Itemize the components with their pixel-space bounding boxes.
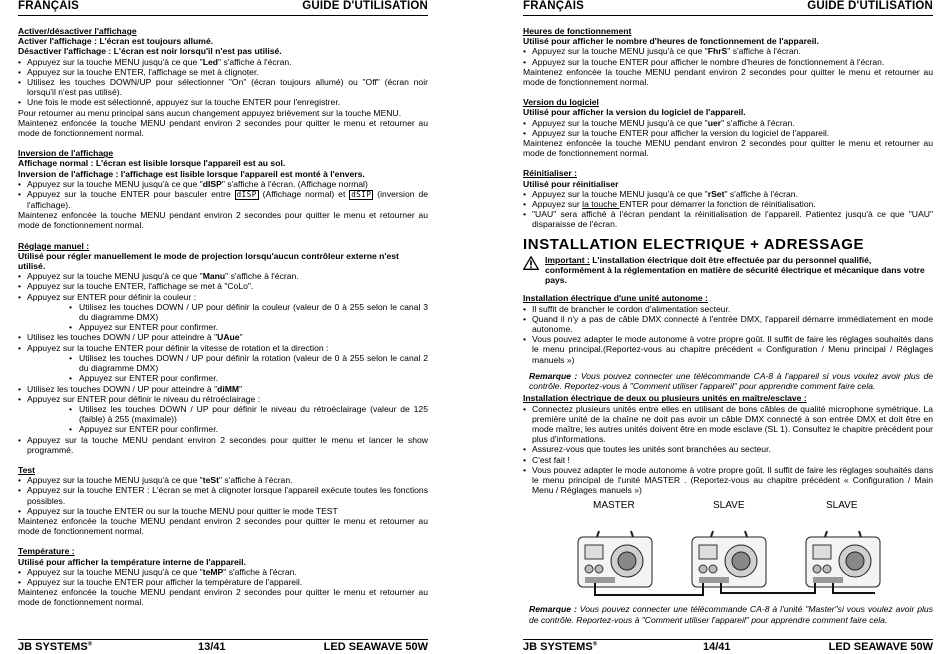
list-item: • Appuyez sur la touche ENTER, l'affichage se met à clignoter. bbox=[18, 67, 428, 77]
diagram-label-slave-1: SLAVE bbox=[713, 500, 745, 512]
list-item: • Utilisez les touches DOWN / UP pour atteindre à "diMM" bbox=[18, 384, 428, 394]
left-page-header bbox=[18, 0, 428, 14]
list-item: • Appuyez sur la touche ENTER pour basculer entre dISP (Affichage normal) et dSIP (inversion de l'affichage). bbox=[18, 189, 428, 210]
diagram-label-master: MASTER bbox=[593, 500, 635, 512]
section-title: Version du logiciel bbox=[523, 97, 599, 108]
section-standalone-install bbox=[523, 293, 933, 391]
list-item: • Utilisez les touches DOWN/UP pour sélectionner "On" (écran toujours allumé) ou "Off" (écran noir lorsqu'il n'est pas utilisé). bbox=[18, 77, 428, 97]
section-title: Installation électrique de deux ou plusieurs unités en maître/esclave : bbox=[523, 393, 807, 404]
list-item: • Appuyez sur la touche ENTER pour définir la vitesse de rotation et la direction : • Utilisez les touches DOWN / UP pour définir la rotation (valeur de 0 à 255 selon le canal 2 du diagramme DMX) • Appuyez sur ENTER pour confirmer. bbox=[18, 343, 428, 384]
footer-page-number: 13/41 bbox=[198, 641, 226, 653]
header-guide-title: GUIDE D'UTILISATION bbox=[807, 0, 933, 12]
warning-triangle-icon bbox=[523, 256, 539, 270]
footer-page-number: 14/41 bbox=[703, 641, 731, 653]
bold-line: Désactiver l'affichage : L'écran est noir lorsqu'il n'est pas utilisé. bbox=[18, 46, 282, 57]
bold-line: Utilisé pour afficher le nombre d'heures de fonctionnement de l'appareil. bbox=[523, 36, 819, 47]
list-item: • Une fois le mode est sélectionné, appuyez sur la touche ENTER pour l'enregistrer. bbox=[18, 97, 428, 107]
list-item: • Appuyez sur la touche ENTER : L'écran se met à clignoter lorsque l'appareil exécute toutes les fonctions possibles. bbox=[18, 485, 428, 505]
section-test bbox=[18, 465, 428, 536]
paragraph: Maintenez enfoncée la touche MENU pendant environ 2 secondes pour quitter le menu et retourner au mode de fonctionnement normal. bbox=[18, 587, 428, 608]
paragraph: Maintenez enfoncée la touche MENU pendant environ 2 secondes pour quitter le menu et retourner au mode de fonctionnement normal. bbox=[18, 117, 428, 139]
right-page-footer bbox=[523, 641, 933, 654]
list-item: • Vous pouvez adapter le mode autonome à votre propre goût. Il suffit de faire les réglages souhaités dans le menu principal de l'unité MASTER . (Reportez-vous au chapitre précédent « Configuration / Main Menu / Réglages manuels ») bbox=[523, 465, 933, 496]
sub-item: • Appuyez sur ENTER pour confirmer. bbox=[69, 322, 428, 332]
bold-line: Utilisé pour réinitialiser bbox=[523, 178, 619, 189]
left-page-body bbox=[18, 26, 428, 618]
left-page-footer bbox=[18, 641, 428, 654]
bold-line: Utilisé pour afficher la version du logiciel de l'appareil. bbox=[523, 107, 746, 118]
paragraph: Maintenez enfoncée la touche MENU pendant environ 2 secondes pour quitter le menu et retourner au mode de fonctionnement normal. bbox=[523, 138, 933, 159]
section-title: Activer/désactiver l'affichage bbox=[18, 26, 137, 36]
section-title: Réglage manuel : bbox=[18, 240, 90, 251]
header-language: FRANÇAIS bbox=[18, 0, 80, 12]
paragraph: Maintenez enfoncée la touche MENU pendant environ 2 secondes pour quitter le menu et retourner au mode de fonctionnement normal. bbox=[18, 515, 428, 537]
section-display-toggle bbox=[18, 26, 428, 138]
list-item: • Connectez plusieurs unités entre elles en utilisant de bons câbles de qualité microphone symétrique. La première unité de la chaîne ne doit pas avoir un câble DMX connecté à son entrée DMX et doit être en mode maître, les autres unités doivent être en mode esclave (SL 1). Consultez le chapitre précédent pour plus d'informations. bbox=[523, 404, 933, 445]
right-page-header bbox=[523, 0, 933, 14]
bullet-list bbox=[18, 179, 428, 210]
section-software-version bbox=[523, 97, 933, 158]
footer-rule bbox=[18, 639, 428, 640]
master-slave-diagram bbox=[523, 501, 933, 598]
bold-line: Inversion de l'affichage : l'affichage est lisible lorsque l'appareil est monté à l'envers. bbox=[18, 168, 365, 179]
list-item: • Appuyez sur la touche MENU jusqu'à ce que "rSet" s'affiche à l'écran. bbox=[523, 189, 933, 199]
list-item: • Appuyez sur la touche MENU jusqu'à ce que "teSt" s'affiche à l'écran. bbox=[18, 475, 428, 485]
list-item: • Appuyez sur la touche ENTER pour afficher la température de l'appareil. bbox=[18, 577, 428, 587]
bold-line: Activer l'affichage : L'écran est toujours allumé. bbox=[18, 36, 214, 47]
list-item: • Quand il n'y a pas de câble DMX connecté à l'entrée DMX, l'appareil démarre immédiatement en mode autonome. bbox=[523, 314, 933, 334]
bullet-list bbox=[523, 189, 933, 230]
list-item: • Appuyez sur la touche ENTER ou sur la touche MENU pour quitter le mode TEST bbox=[18, 506, 428, 516]
header-rule bbox=[523, 15, 933, 16]
right-page bbox=[523, 0, 933, 654]
lcd-display-normal: dISP bbox=[236, 190, 257, 200]
list-item: • Appuyez sur la touche MENU pendant environ 2 secondes pour quitter le menu et lancer le show programmé. bbox=[18, 435, 428, 455]
section-title: Réinitialiser : bbox=[523, 168, 577, 179]
paragraph: Maintenez enfoncée la touche MENU pendant environ 2 secondes pour quitter le menu et retourner au mode de fonctionnement normal. bbox=[18, 210, 428, 231]
bullet-list bbox=[523, 118, 933, 138]
section-title: Température : bbox=[18, 546, 75, 557]
footer-brand: JB SYSTEMS® bbox=[18, 641, 93, 653]
list-item: • Appuyez sur la touche MENU jusqu'à ce que "Manu" s'affiche à l'écran. bbox=[18, 271, 428, 281]
left-page bbox=[18, 0, 428, 654]
list-item: • Appuyez sur la touche ENTER pour afficher le nombre d'heures de fonctionnement à l'écran. bbox=[523, 57, 933, 67]
warning-label: Important : bbox=[545, 254, 590, 265]
section-title: Installation électrique d'une unité autonome : bbox=[523, 293, 708, 304]
remark-note: Remarque : Vous pouvez connecter une télécommande CA-8 à l'appareil si vous voulez avoir plus de contrôle. Reportez-vous à "Comment utiliser l'appareil" pour apprendre comment faire cela. bbox=[529, 370, 934, 392]
sub-item: • Appuyez sur ENTER pour confirmer. bbox=[69, 424, 428, 434]
footer-product: LED SEAWAVE 50W bbox=[828, 641, 933, 653]
warning-notice: Important : L'installation électrique doit être effectuée par du personnel qualifié, conformément à la réglementation en matière de sécurité électrique et mécanique dans votre pays. bbox=[523, 255, 933, 286]
list-item: • C'est fait ! bbox=[523, 455, 933, 465]
chapter-title: INSTALLATION ELECTRIQUE + ADRESSAGE bbox=[523, 235, 865, 253]
section-title: Inversion de l'affichage bbox=[18, 148, 114, 159]
list-item: • Appuyez sur la touche MENU jusqu'à ce que "FhrS" s'affiche à l'écran. bbox=[523, 46, 933, 56]
bullet-list bbox=[523, 304, 933, 365]
bold-line: Utilisé pour régler manuellement le mode de projection lorsqu'aucun contrôleur externe n'est utilisé. bbox=[18, 250, 399, 272]
list-item: • Appuyez sur la touche MENU jusqu'à ce que "dISP" s'affiche à l'écran. (Affichage normal) bbox=[18, 179, 428, 189]
sub-list bbox=[27, 302, 428, 333]
bullet-list bbox=[523, 404, 933, 496]
bullet-list bbox=[523, 46, 933, 66]
footer-rule bbox=[523, 639, 933, 640]
list-item: • Vous pouvez adapter le mode autonome à votre propre goût. Il suffit de faire les réglages souhaités dans le menu principal.(Reportez-vous au chapitre précédent « Configuration / Menu principal / Réglages manuels ») bbox=[523, 334, 933, 365]
right-page-body bbox=[523, 26, 933, 627]
section-master-slave-install bbox=[523, 393, 933, 624]
sub-list bbox=[27, 353, 428, 384]
dmx-cable-lines bbox=[523, 501, 933, 598]
footer-brand: JB SYSTEMS® bbox=[523, 641, 598, 653]
sub-item: • Appuyez sur ENTER pour confirmer. bbox=[69, 373, 428, 383]
section-manual-setting bbox=[18, 241, 428, 455]
footer-product: LED SEAWAVE 50W bbox=[323, 641, 428, 653]
list-item: • Assurez-vous que toutes les unités sont branchées au secteur. bbox=[523, 444, 933, 454]
bullet-list bbox=[18, 567, 428, 587]
lcd-display-inverted: dSIP bbox=[351, 190, 372, 200]
header-language: FRANÇAIS bbox=[523, 0, 585, 12]
list-item: • Appuyez sur la touche ENTER pour démarrer la fonction de réinitialisation. bbox=[523, 199, 933, 209]
bullet-list bbox=[18, 57, 428, 108]
section-display-invert bbox=[18, 148, 428, 230]
list-item: • Appuyez sur ENTER pour définir la couleur : • Utilisez les touches DOWN / UP pour définir la couleur (valeur de 0 à 255 selon le canal 3 du diagramme DMX) • Appuyez sur ENTER pour confirmer. bbox=[18, 292, 428, 333]
sub-item: • Utilisez les touches DOWN / UP pour définir la rotation (valeur de 0 à 255 selon le canal 2 du diagramme DMX) bbox=[69, 353, 428, 373]
list-item: • Appuyez sur la touche ENTER pour afficher la version du logiciel de l'appareil. bbox=[523, 128, 933, 138]
section-title: Heures de fonctionnement bbox=[523, 26, 632, 36]
list-item: • "UAU" sera affiché à l'écran pendant la réinitialisation de l'appareil. Patientez jusqu'à ce que "UAU" disparaisse de l'écran. bbox=[523, 209, 933, 229]
section-title: Test bbox=[18, 464, 36, 475]
list-item: • Utilisez les touches DOWN / UP pour atteindre à "UAue" bbox=[18, 332, 428, 342]
bold-line: Utilisé pour afficher la température interne de l'appareil. bbox=[18, 556, 246, 567]
bold-line: Affichage normal : L'écran est lisible lorsque l'appareil est au sol. bbox=[18, 158, 286, 169]
paragraph: Maintenez enfoncée la touche MENU pendant environ 2 secondes pour quitter le menu et retourner au mode de fonctionnement normal. bbox=[523, 66, 933, 88]
paragraph: Pour retourner au menu principal sans aucun changement appuyez brièvement sur la touche MENU. bbox=[18, 107, 402, 118]
section-operating-hours bbox=[523, 26, 933, 87]
list-item: • Appuyez sur ENTER pour définir le niveau du rétroéclairage : • Utilisez les touches DOWN / UP pour définir le niveau du rétroéclairage (valeur de 125 (faible) à 255 (maximale)) • Appuyez sur ENTER pour confirmer. bbox=[18, 394, 428, 435]
header-guide-title: GUIDE D'UTILISATION bbox=[302, 0, 428, 12]
sub-item: • Utilisez les touches DOWN / UP pour définir la couleur (valeur de 0 à 255 selon le canal 3 du diagramme DMX) bbox=[69, 302, 428, 322]
remark-note: Remarque : Vous pouvez connecter une télécommande CA-8 à l'unité "Master"si vous voulez avoir plus de contrôle. Reportez-vous à "Comment utiliser l'appareil" pour apprendre comment faire cela. bbox=[529, 604, 934, 625]
diagram-label-slave-2: SLAVE bbox=[826, 500, 858, 512]
list-item: • Appuyez sur la touche MENU jusqu'à ce que "uer" s'affiche à l'écran. bbox=[523, 118, 933, 128]
bullet-list bbox=[18, 475, 428, 516]
list-item: • Il suffit de brancher le cordon d'alimentation secteur. bbox=[523, 304, 933, 314]
section-temperature bbox=[18, 546, 428, 607]
list-item: • Appuyez sur la touche MENU jusqu'à ce que "Led" s'affiche à l'écran. bbox=[18, 57, 428, 67]
list-item: • Appuyez sur la touche ENTER, l'affichage se met à "CoLo". bbox=[18, 281, 428, 291]
header-rule bbox=[18, 15, 428, 16]
sub-list bbox=[27, 404, 428, 435]
list-item: • Appuyez sur la touche MENU jusqu'à ce que "teMP" s'affiche à l'écran. bbox=[18, 567, 428, 577]
bullet-list bbox=[18, 271, 428, 455]
section-reset bbox=[523, 168, 933, 229]
sub-item: • Utilisez les touches DOWN / UP pour définir le niveau du rétroéclairage (valeur de 125 (faible) à 255 (maximale)) bbox=[69, 404, 428, 424]
